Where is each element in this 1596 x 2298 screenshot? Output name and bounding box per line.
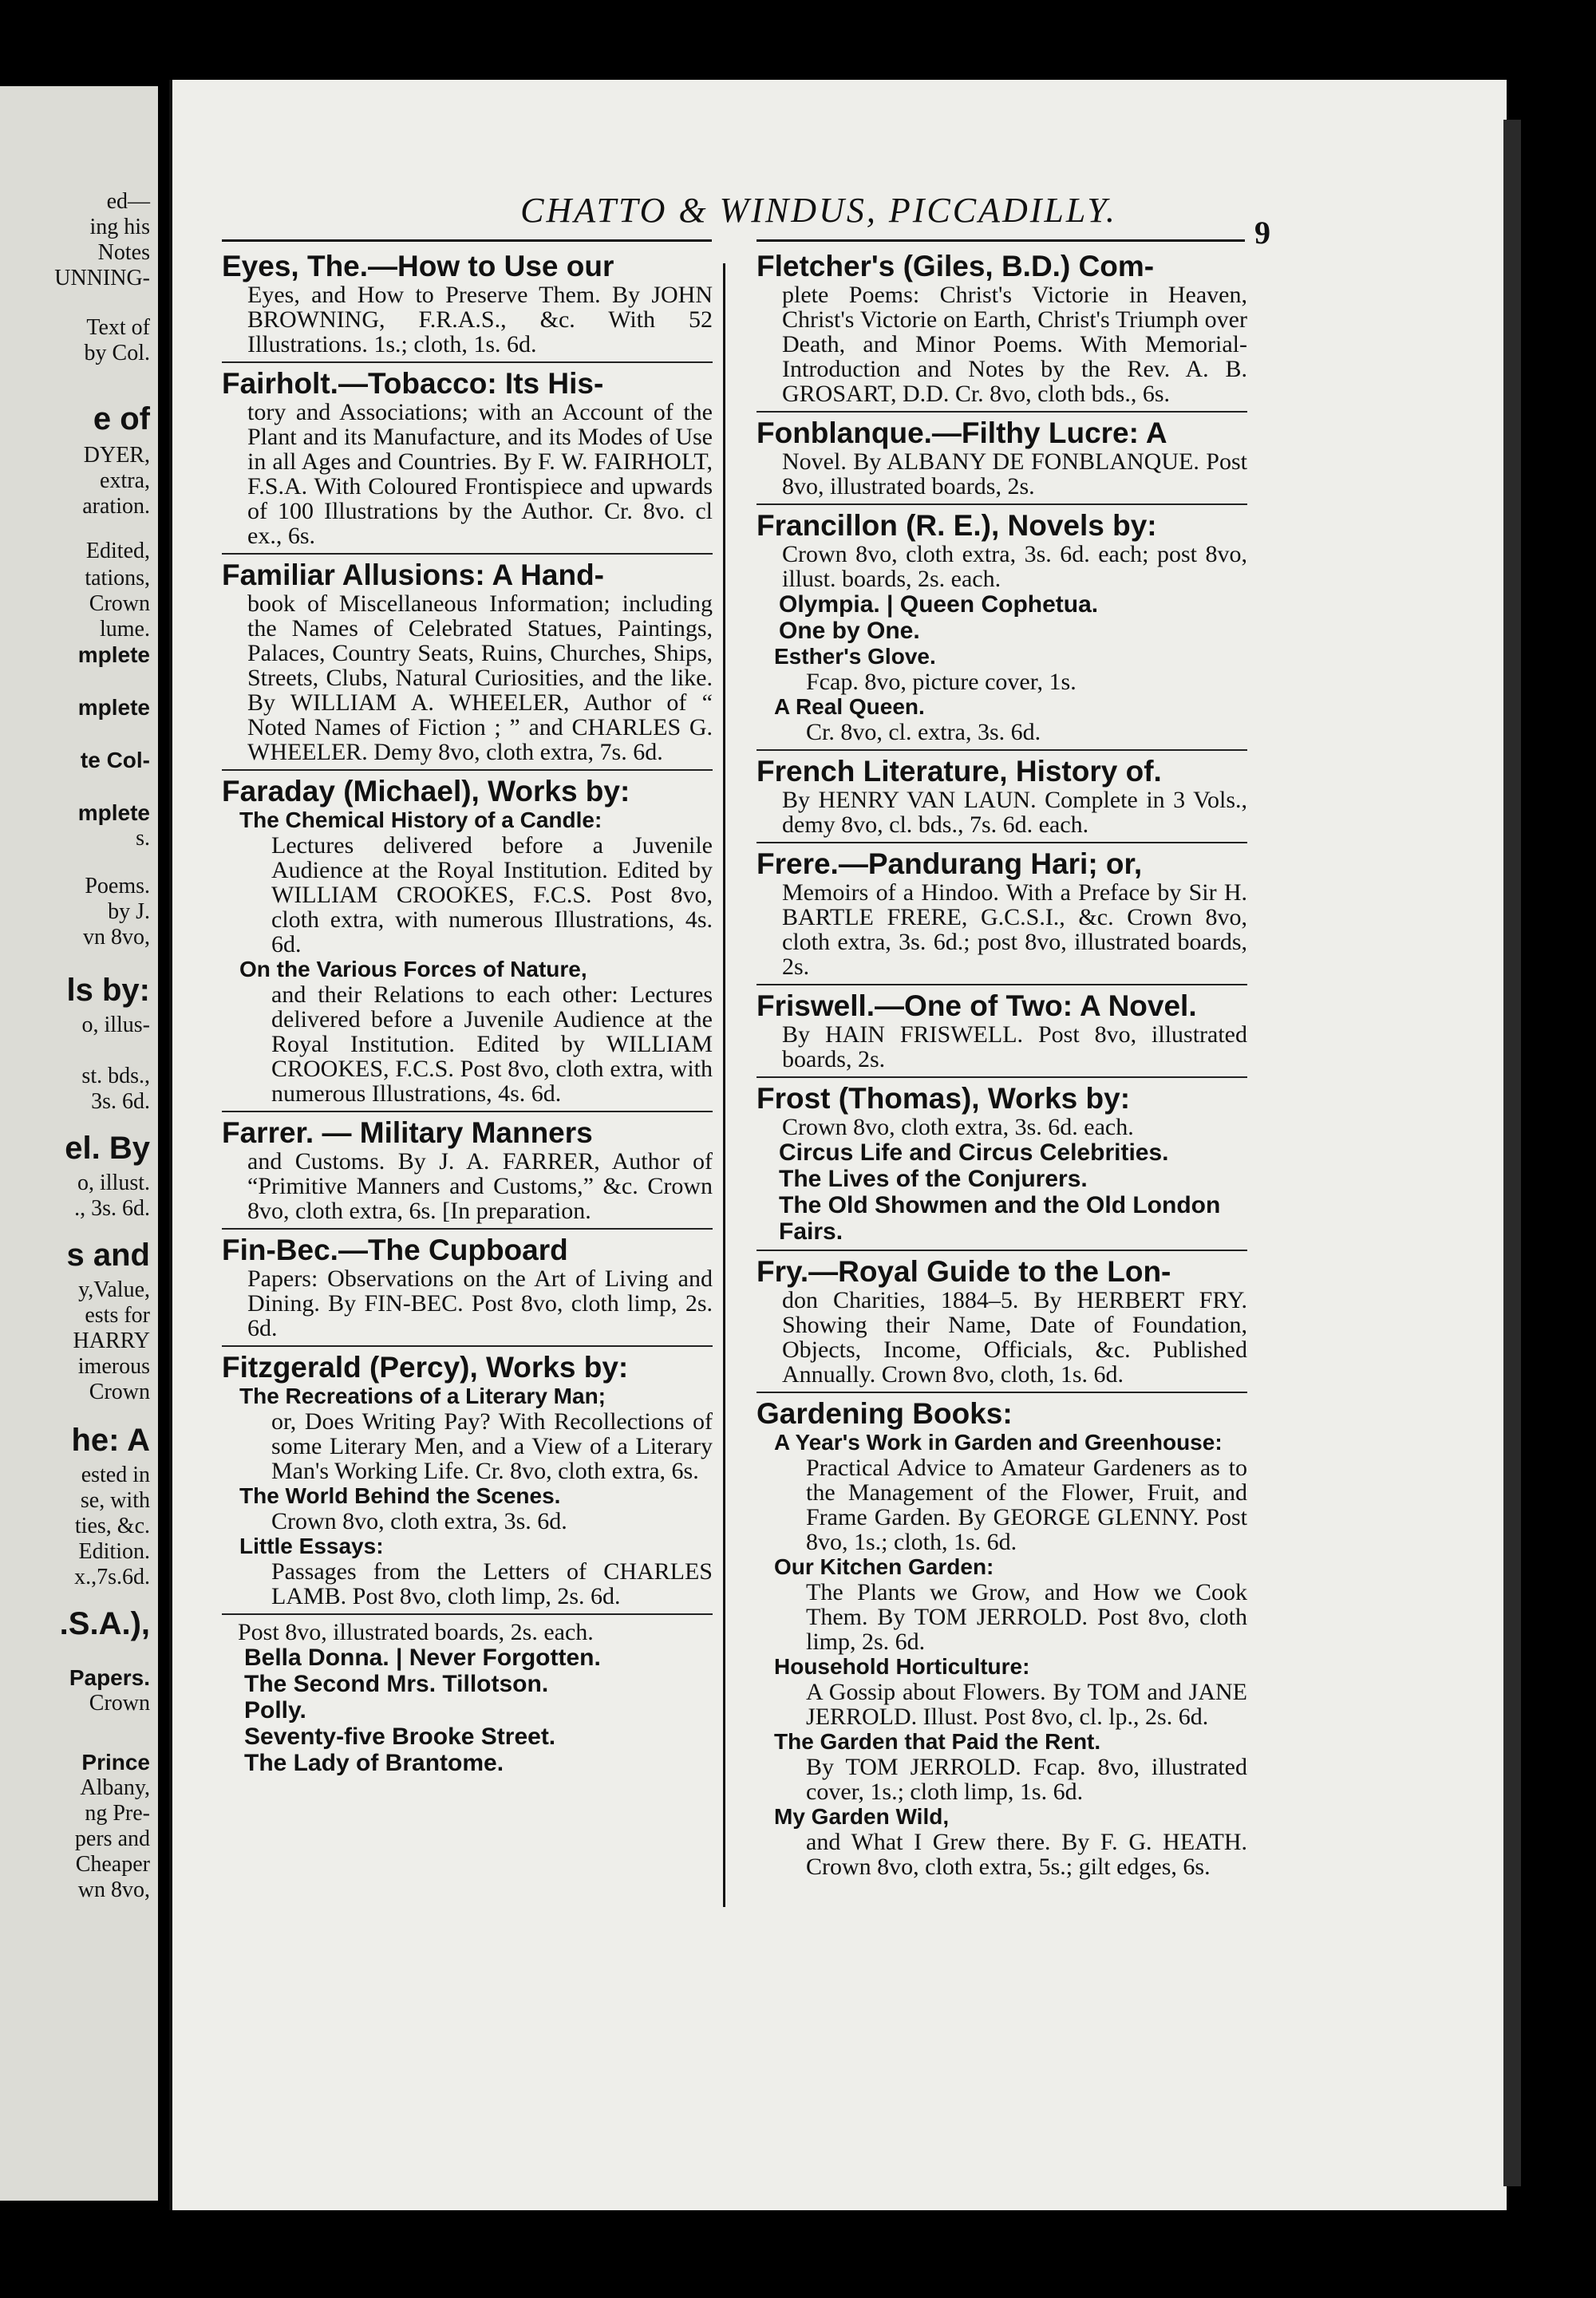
left-page-text-fragment: y,Value, — [78, 1277, 150, 1302]
work-description: Cr. 8vo, cl. extra, 3s. 6d. — [806, 719, 1041, 745]
left-page-text-fragment: .S.A.), — [59, 1606, 150, 1641]
entry-heading: Faraday (Michael), Works by: — [222, 775, 630, 807]
title-list — [222, 1645, 713, 1776]
catalogue-entry — [222, 1347, 713, 1615]
left-page-text-fragment: x.,7s.6d. — [74, 1565, 150, 1589]
work-description: and What I Grew there. By F. G. HEATH. Crown 8vo, cloth extra, 5s.; gilt edges, 6s. — [806, 1829, 1247, 1880]
left-page-text-fragment: mplete — [77, 800, 150, 825]
catalogue-entry — [757, 1078, 1247, 1251]
work-description: Fcap. 8vo, picture cover, 1s. — [806, 669, 1077, 695]
entry-description: tory and Associations; with an Account of the Plant and its Manufacture, and its Modes of Use in all Ages and Countries. By F. W. FAIRHOLT, F.S.A. With Coloured Frontispiece and upwards of 100 Illustrations by the Author. Cr. 8vo. cl ex., 6s. — [247, 399, 713, 549]
catalogue-entry — [757, 843, 1247, 985]
work-description: Crown 8vo, cloth extra, 3s. 6d. — [271, 1508, 567, 1534]
left-page-text-fragment: Crown — [89, 1691, 150, 1716]
left-page-text-fragment: o, illus- — [81, 1013, 150, 1037]
entry-description: Novel. By ALBANY DE FONBLANQUE. Post 8vo, illustrated boards, 2s. — [782, 448, 1247, 499]
left-page-text-fragment: e of — [93, 401, 150, 436]
title-list-item: The Second Mrs. Tillotson. — [244, 1671, 549, 1697]
catalogue-entry — [222, 363, 713, 555]
entry-heading: Frost (Thomas), Works by: — [757, 1082, 1131, 1115]
catalogue-entry — [222, 1112, 713, 1230]
column-right — [757, 246, 1247, 1884]
header-rule-right — [757, 239, 1245, 242]
catalogue-entry — [757, 1251, 1247, 1393]
work-title: The Chemical History of a Candle: — [239, 807, 602, 832]
work-description: A Gossip about Flowers. By TOM and JANE JERROLD. Illust. Post 8vo, cl. lp., 2s. 6d. — [806, 1679, 1247, 1730]
left-page-text-fragment: Papers. — [69, 1665, 150, 1690]
left-page-text-fragment: DYER, — [83, 443, 150, 468]
work-title: Our Kitchen Garden: — [774, 1554, 994, 1579]
work-title: A Year's Work in Garden and Greenhouse: — [774, 1430, 1223, 1455]
left-page-text-fragment: ng Pre- — [85, 1801, 150, 1826]
left-page-text-fragment: Notes — [97, 240, 150, 265]
entry-description: By HENRY VAN LAUN. Complete in 3 Vols., demy 8vo, cl. bds., 7s. 6d. each. — [782, 787, 1247, 838]
entry-heading: Frere.—Pandurang Hari; or, — [757, 847, 1143, 880]
left-page-text-fragment: ing his — [89, 215, 150, 239]
catalogue-entry — [222, 771, 713, 1112]
left-page-text-fragment: wn 8vo, — [77, 1877, 150, 1902]
work-description: Practical Advice to Amateur Gardeners as to the Management of the Flower, Fruit, and Frame Garden. By GEORGE GLENNY. Post 8vo, 1s.; cloth, 1s. 6d. — [806, 1455, 1247, 1555]
previous-page-fragment — [0, 86, 158, 2201]
left-page-text-fragment: ests for — [85, 1303, 150, 1328]
catalogue-entry — [757, 505, 1247, 751]
entry-heading: Gardening Books: — [757, 1397, 1013, 1430]
entry-description: don Charities, 1884–5. By HERBERT FRY. Showing their Name, Date of Foundation, Objects, Income, Officials, &c. Published Annually. Crown 8vo, cloth, 1s. 6d. — [782, 1287, 1247, 1388]
left-page-text-fragment: ed— — [106, 189, 150, 214]
catalogue-entry — [222, 555, 713, 771]
title-list-item: Olympia. | Queen Cophetua. — [779, 591, 1099, 618]
title-list-item: Seventy-five Brooke Street. — [244, 1724, 556, 1750]
entry-heading: Fitzgerald (Percy), Works by: — [222, 1351, 629, 1384]
entry-heading: Farrer. — Military Manners — [222, 1116, 593, 1149]
work-title: The World Behind the Scenes. — [239, 1483, 561, 1508]
running-header: CHATTO & WINDUS, PICCADILLY. — [520, 191, 1117, 230]
work-description: Passages from the Letters of CHARLES LAMB. Post 8vo, cloth limp, 2s. 6d. — [271, 1558, 713, 1609]
left-page-text-fragment: 3s. 6d. — [91, 1089, 150, 1114]
work-title: A Real Queen. — [774, 694, 925, 719]
left-page-text-fragment: tations, — [85, 566, 150, 590]
left-page-text-fragment: imerous — [77, 1354, 150, 1379]
left-page-text-fragment: el. By — [65, 1131, 150, 1166]
left-page-text-fragment: Prince — [81, 1750, 150, 1775]
title-list-item: The Old Showmen and the Old London Fairs. — [779, 1192, 1221, 1245]
work-description: Lectures delivered before a Juvenile Audience at the Royal Institution. Edited by WILLIAM CROOKES, F.C.S. Post 8vo, cloth extra, with numerous Illustrations, 4s. 6d. — [271, 832, 713, 958]
catalogue-page — [169, 80, 1507, 2210]
left-page-text-fragment: Crown — [89, 591, 150, 616]
work-title: The Recreations of a Literary Man; — [239, 1384, 606, 1408]
title-list-item: Circus Life and Circus Celebrities. — [779, 1139, 1169, 1166]
catalogue-entry — [757, 751, 1247, 843]
entry-heading: Eyes, The.—How to Use our — [222, 250, 614, 282]
entry-description: Eyes, and How to Preserve Them. By JOHN BROWNING, F.R.A.S., &c. With 52 Illustrations. 1s.; cloth, 1s. 6d. — [247, 282, 713, 357]
entry-heading: French Literature, History of. — [757, 755, 1162, 788]
left-page-text-fragment: aration. — [82, 494, 150, 519]
left-page-text-fragment: extra, — [100, 468, 150, 493]
entry-description: plete Poems: Christ's Victorie in Heaven, Christ's Victorie on Earth, Christ's Triumph over Death, and Minor Poems. With Memorial-Introduction and Notes by the Rev. A. B. GROSART, D.D. Cr. 8vo, cloth bds., 6s. — [782, 282, 1247, 407]
left-page-text-fragment: Poems. — [85, 874, 150, 898]
left-page-text-fragment: he: A — [71, 1423, 150, 1458]
work-description: or, Does Writing Pay? With Recollections of some Literary Men, and a View of a Literary Man's Working Life. Cr. 8vo, cloth extra, 6s. — [271, 1408, 713, 1484]
title-list-item: One by One. — [779, 618, 920, 644]
left-page-text-fragment: Crown — [89, 1380, 150, 1404]
entry-heading: Francillon (R. E.), Novels by: — [757, 509, 1157, 542]
entry-description: Crown 8vo, cloth extra, 3s. 6d. each; post 8vo, illust. boards, 2s. each. — [782, 541, 1247, 592]
left-page-text-fragment: ested in — [81, 1463, 150, 1487]
entry-heading: Fairholt.—Tobacco: Its His- — [222, 367, 604, 400]
catalogue-entry — [757, 1393, 1247, 1884]
entry-heading: Fletcher's (Giles, B.D.) Com- — [757, 250, 1155, 282]
title-list-item: Bella Donna. | Never Forgotten. — [244, 1645, 601, 1671]
work-title: Household Horticulture: — [774, 1654, 1030, 1679]
left-page-text-fragment: Cheaper — [75, 1852, 150, 1877]
entry-heading: Fry.—Royal Guide to the Lon- — [757, 1255, 1171, 1288]
entry-description: By HAIN FRISWELL. Post 8vo, illustrated boards, 2s. — [782, 1021, 1247, 1072]
entry-heading: Familiar Allusions: A Hand- — [222, 559, 604, 591]
left-page-text-fragment: UNNING- — [54, 266, 150, 290]
left-page-text-fragment: o, illust. — [77, 1171, 150, 1195]
entry-heading: Friswell.—One of Two: A Novel. — [757, 989, 1197, 1022]
catalogue-entry — [757, 413, 1247, 505]
catalogue-entry — [222, 1615, 713, 1781]
title-list — [757, 591, 1247, 644]
title-list-item: The Lady of Brantome. — [244, 1750, 504, 1776]
work-title: Esther's Glove. — [774, 644, 936, 669]
column-divider — [723, 263, 725, 1907]
entry-description: Crown 8vo, cloth extra, 3s. 6d. each. — [782, 1114, 1134, 1140]
left-page-text-fragment: ls by: — [66, 973, 150, 1008]
left-page-text-fragment: mplete — [77, 695, 150, 720]
left-page-text-fragment: HARRY — [73, 1329, 150, 1353]
left-page-text-fragment: Edition. — [78, 1539, 150, 1564]
left-page-text-fragment: se, with — [80, 1488, 150, 1513]
title-list-item: The Lives of the Conjurers. — [779, 1166, 1088, 1192]
left-page-text-fragment: s. — [136, 826, 150, 851]
page-number: 9 — [1254, 215, 1270, 251]
catalogue-entry — [222, 246, 713, 363]
left-page-text-fragment: Text of — [86, 315, 150, 340]
entry-heading: Fin-Bec.—The Cupboard — [222, 1234, 568, 1266]
entry-heading: Fonblanque.—Filthy Lucre: A — [757, 417, 1167, 449]
entry-description: book of Miscellaneous Information; including the Names of Celebrated Statues, Paintings, Palaces, Country Seats, Ruins, Churches, Ships, Streets, Clubs, Natural Curiosities, and the like. By WILLIAM A. WHEELER, Author of “ Noted Names of Fiction ; ” and CHARLES G. WHEELER. Demy 8vo, cloth extra, 7s. 6d. — [247, 590, 713, 765]
work-description: and their Relations to each other: Lectures delivered before a Juvenile Audience at the Royal Institution. Edited by WILLIAM CROOKES, F.C.S. Post 8vo, cloth extra, with numerous Illustrations, 4s. 6d. — [271, 981, 713, 1107]
title-list-item: Polly. — [244, 1697, 306, 1724]
catalogue-entry — [757, 985, 1247, 1078]
catalogue-entry — [757, 246, 1247, 413]
work-title: Little Essays: — [239, 1534, 384, 1558]
catalogue-entry — [222, 1230, 713, 1347]
entry-note: Post 8vo, illustrated boards, 2s. each. — [238, 1619, 594, 1645]
left-page-text-fragment: mplete — [77, 642, 150, 667]
left-page-text-fragment: ties, &c. — [74, 1514, 150, 1538]
left-page-text-fragment: vn 8vo, — [83, 925, 150, 950]
left-page-text-fragment: by Col. — [84, 341, 150, 365]
work-title: The Garden that Paid the Rent. — [774, 1729, 1101, 1754]
left-page-text-fragment: lume. — [100, 617, 150, 642]
book-edge — [1503, 120, 1521, 2186]
entry-description: Papers: Observations on the Art of Living and Dining. By FIN-BEC. Post 8vo, cloth limp, 2s. 6d. — [247, 1265, 713, 1341]
header-rule-left — [222, 239, 712, 242]
column-left — [222, 246, 713, 1781]
title-list — [757, 1139, 1247, 1245]
left-page-text-fragment: te Col- — [80, 748, 150, 772]
work-title: On the Various Forces of Nature, — [239, 957, 587, 981]
entry-description: Memoirs of a Hindoo. With a Preface by Sir H. BARTLE FRERE, G.C.S.I., &c. Crown 8vo, cloth extra, 3s. 6d.; post 8vo, illustrated boards, 2s. — [782, 879, 1247, 980]
left-page-text-fragment: ., 3s. 6d. — [74, 1196, 150, 1221]
left-page-text-fragment: s and — [66, 1238, 150, 1273]
left-page-text-fragment: Albany, — [80, 1775, 150, 1800]
entry-description: and Customs. By J. A. FARRER, Author of “Primitive Manners and Customs,” &c. Crown 8vo, cloth extra, 6s. [In preparation. — [247, 1148, 713, 1224]
work-title: My Garden Wild, — [774, 1804, 950, 1829]
left-page-text-fragment: by J. — [108, 899, 150, 924]
work-description: By TOM JERROLD. Fcap. 8vo, illustrated cover, 1s.; cloth limp, 1s. 6d. — [806, 1754, 1247, 1805]
work-description: The Plants we Grow, and How we Cook Them. By TOM JERROLD. Post 8vo, cloth limp, 2s. 6d. — [806, 1579, 1247, 1655]
left-page-text-fragment: Edited, — [85, 539, 150, 563]
left-page-text-fragment: st. bds., — [81, 1064, 150, 1088]
left-page-text-fragment: pers and — [74, 1826, 150, 1851]
